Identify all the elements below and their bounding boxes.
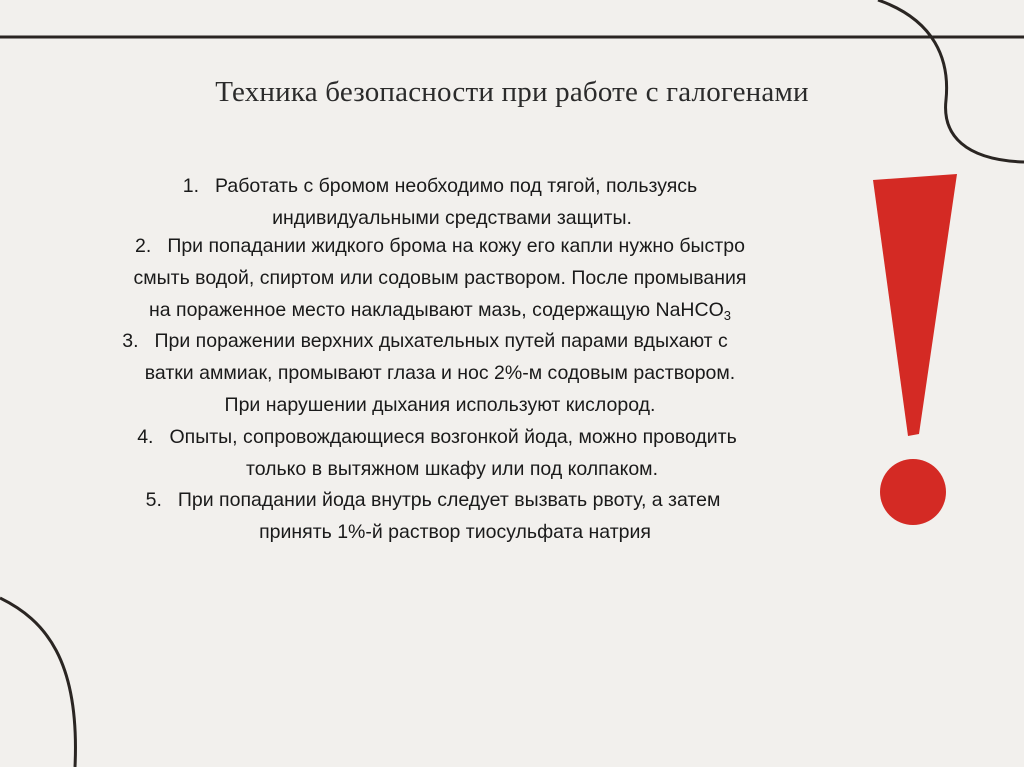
- list-item-2-number: 2.: [135, 235, 152, 257]
- list-item-1-number: 1.: [182, 175, 200, 197]
- list-item-1-line-2: индивидуальными средствами защиты.: [272, 207, 632, 229]
- list-item-4-number: 4.: [137, 426, 154, 448]
- list-item-4: [0, 421, 880, 485]
- list-item-5-number: 5.: [145, 489, 162, 511]
- list-item-2: [0, 230, 880, 332]
- exclamation-mark-icon: [870, 172, 960, 542]
- list-item-3-line-1: 3. При поражении верхних дыхательных путей парами вдыхают с: [0, 325, 880, 357]
- list-item-2-line-1: 2. При попадании жидкого брома на кожу его капли нужно быстро: [0, 230, 880, 262]
- list-item-4-line-1: 4. Опыты, сопровождающиеся возгонкой йода, можно проводить: [0, 421, 880, 453]
- formula-subscript: 3: [723, 308, 731, 323]
- list-item-1-line-1: 1. Работать с бромом необходимо под тягой, пользуясь: [0, 170, 880, 202]
- list-item-3-line-3: При нарушении дыхания используют кислород.: [224, 394, 656, 416]
- list-item-5-line-2: принять 1%-й раствор тиосульфата натрия: [259, 521, 651, 543]
- list-item-5: [0, 484, 880, 548]
- list-item-3: [0, 325, 880, 421]
- list-item-1: [0, 170, 880, 234]
- slide-title: Техника безопасности при работе с галогенами: [215, 76, 809, 108]
- list-item-2-line-2: смыть водой, спиртом или содовым раствором. После промывания: [133, 267, 747, 289]
- list-item-4-line-2: только в вытяжном шкафу или под колпаком.: [246, 458, 658, 480]
- exclamation-dot: [880, 459, 946, 525]
- bottom-left-curve: [0, 598, 75, 767]
- list-item-3-number: 3.: [122, 330, 139, 352]
- list-item-5-line-1: 5. При попадании йода внутрь следует вызвать рвоту, а затем: [0, 484, 880, 516]
- list-item-2-line-3: на пораженное место накладывают мазь, содержащую NaHCO$_3$: [148, 299, 731, 323]
- list-item-3-line-2: ватки аммиак, промывают глаза и нос 2%-м содовым раствором.: [144, 362, 736, 384]
- exclamation-bar: [873, 174, 957, 436]
